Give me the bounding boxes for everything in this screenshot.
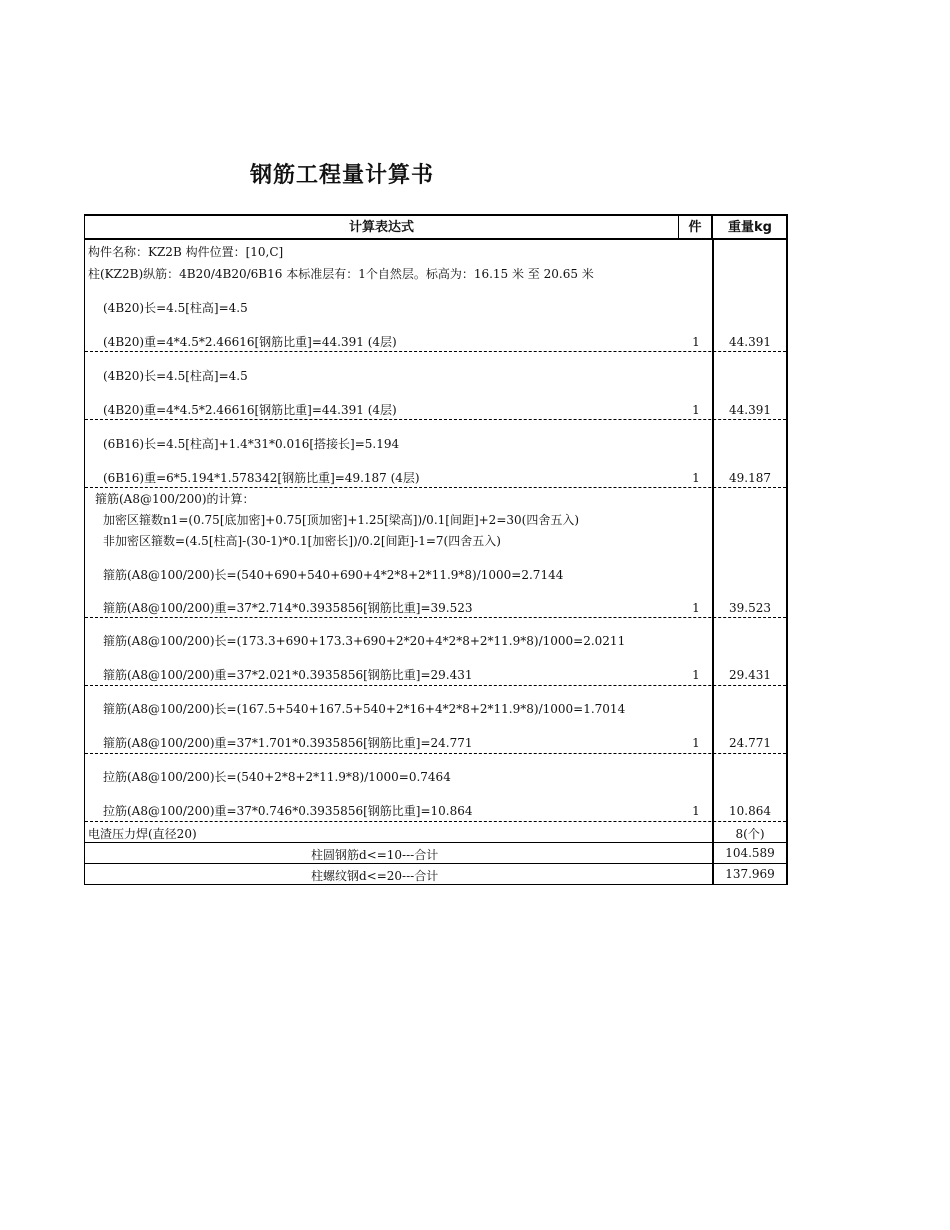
weld-value: 8(个) xyxy=(735,827,765,841)
weight-expression: (4B20)重=4*4.5*2.46616[钢筋比重]=44.391 (4层) xyxy=(103,335,397,349)
weight-expression: 拉筋(A8@100/200)重=37*0.746*0.3935856[钢筋比重]=10.864 xyxy=(103,804,473,818)
count-value: 1 xyxy=(692,403,700,417)
rebar-info: 柱(KZ2B)纵筋：4B20/4B20/6B16 本标准层有：1个自然层。标高为：16.15 米 至 20.65 米 xyxy=(88,267,594,281)
length-expression: (4B20)长=4.5[柱高]=4.5 xyxy=(103,369,248,383)
table-body xyxy=(84,240,788,885)
weight-expression: (6B16)重=6*5.194*1.578342[钢筋比重]=49.187 (4层) xyxy=(103,471,420,485)
count-value: 1 xyxy=(692,804,700,818)
weight-expression: 箍筋(A8@100/200)重=37*1.701*0.3935856[钢筋比重]=24.771 xyxy=(103,736,473,750)
header-count: 件 xyxy=(679,216,713,238)
stirrup-sparse-count: 非加密区箍数=(4.5[柱高]-(30-1)*0.1[加密长])/0.2[间距]-1=7(四舍五入) xyxy=(103,534,501,548)
table-row xyxy=(85,822,786,843)
weight-expression: (4B20)重=4*4.5*2.46616[钢筋比重]=44.391 (4层) xyxy=(103,403,397,417)
count-value: 1 xyxy=(692,668,700,682)
count-value: 1 xyxy=(692,601,700,615)
total-value: 137.969 xyxy=(725,867,775,881)
count-value: 1 xyxy=(692,736,700,750)
length-expression: 箍筋(A8@100/200)长=(173.3+690+173.3+690+2*20+4*2*8+2*11.9*8)/1000=2.0211 xyxy=(103,634,626,648)
header-expression: 计算表达式 xyxy=(85,216,679,238)
table-row xyxy=(85,686,786,754)
table-row xyxy=(85,352,786,420)
weight-value: 24.771 xyxy=(729,736,771,750)
calc-table xyxy=(84,214,788,885)
total-label: 柱圆钢筋d<=10---合计 xyxy=(311,848,439,862)
weld-label: 电渣压力焊(直径20) xyxy=(88,827,197,841)
header-weight: 重量kg xyxy=(728,220,772,235)
table-row xyxy=(85,754,786,822)
table-row xyxy=(85,843,786,864)
component-info: 构件名称：KZ2B 构件位置：[10,C] xyxy=(88,245,284,259)
page-title: 钢筋工程量计算书 xyxy=(250,163,435,188)
count-value: 1 xyxy=(692,335,700,349)
table-row xyxy=(85,420,786,488)
weight-value: 44.391 xyxy=(729,403,771,417)
length-expression: (6B16)长=4.5[柱高]+1.4*31*0.016[搭接长]=5.194 xyxy=(103,437,400,451)
table-row xyxy=(85,618,786,686)
stirrup-dense-count: 加密区箍数n1=(0.75[底加密]+0.75[顶加密]+1.25[梁高])/0.1[间距]+2=30(四舍五入) xyxy=(103,513,580,527)
length-expression: 箍筋(A8@100/200)长=(540+690+540+690+4*2*8+2*11.9*8)/1000=2.7144 xyxy=(103,568,564,582)
count-value: 1 xyxy=(692,471,700,485)
stirrup-title: 箍筋(A8@100/200)的计算： xyxy=(95,492,255,506)
table-header xyxy=(84,214,788,240)
length-expression: (4B20)长=4.5[柱高]=4.5 xyxy=(103,301,248,315)
table-row xyxy=(85,240,786,352)
length-expression: 箍筋(A8@100/200)长=(167.5+540+167.5+540+2*16+4*2*8+2*11.9*8)/1000=1.7014 xyxy=(103,702,626,716)
table-row xyxy=(85,864,786,885)
weight-expression: 箍筋(A8@100/200)重=37*2.714*0.3935856[钢筋比重]=39.523 xyxy=(103,601,473,615)
weight-value: 49.187 xyxy=(729,471,771,485)
weight-value: 10.864 xyxy=(729,804,771,818)
total-label: 柱螺纹钢d<=20---合计 xyxy=(311,869,439,883)
table-row xyxy=(85,488,786,618)
weight-expression: 箍筋(A8@100/200)重=37*2.021*0.3935856[钢筋比重]=29.431 xyxy=(103,668,473,682)
weight-value: 39.523 xyxy=(729,601,771,615)
weight-value: 29.431 xyxy=(729,668,771,682)
length-expression: 拉筋(A8@100/200)长=(540+2*8+2*11.9*8)/1000=0.7464 xyxy=(103,770,451,784)
total-value: 104.589 xyxy=(725,846,775,860)
weight-value: 44.391 xyxy=(729,335,771,349)
